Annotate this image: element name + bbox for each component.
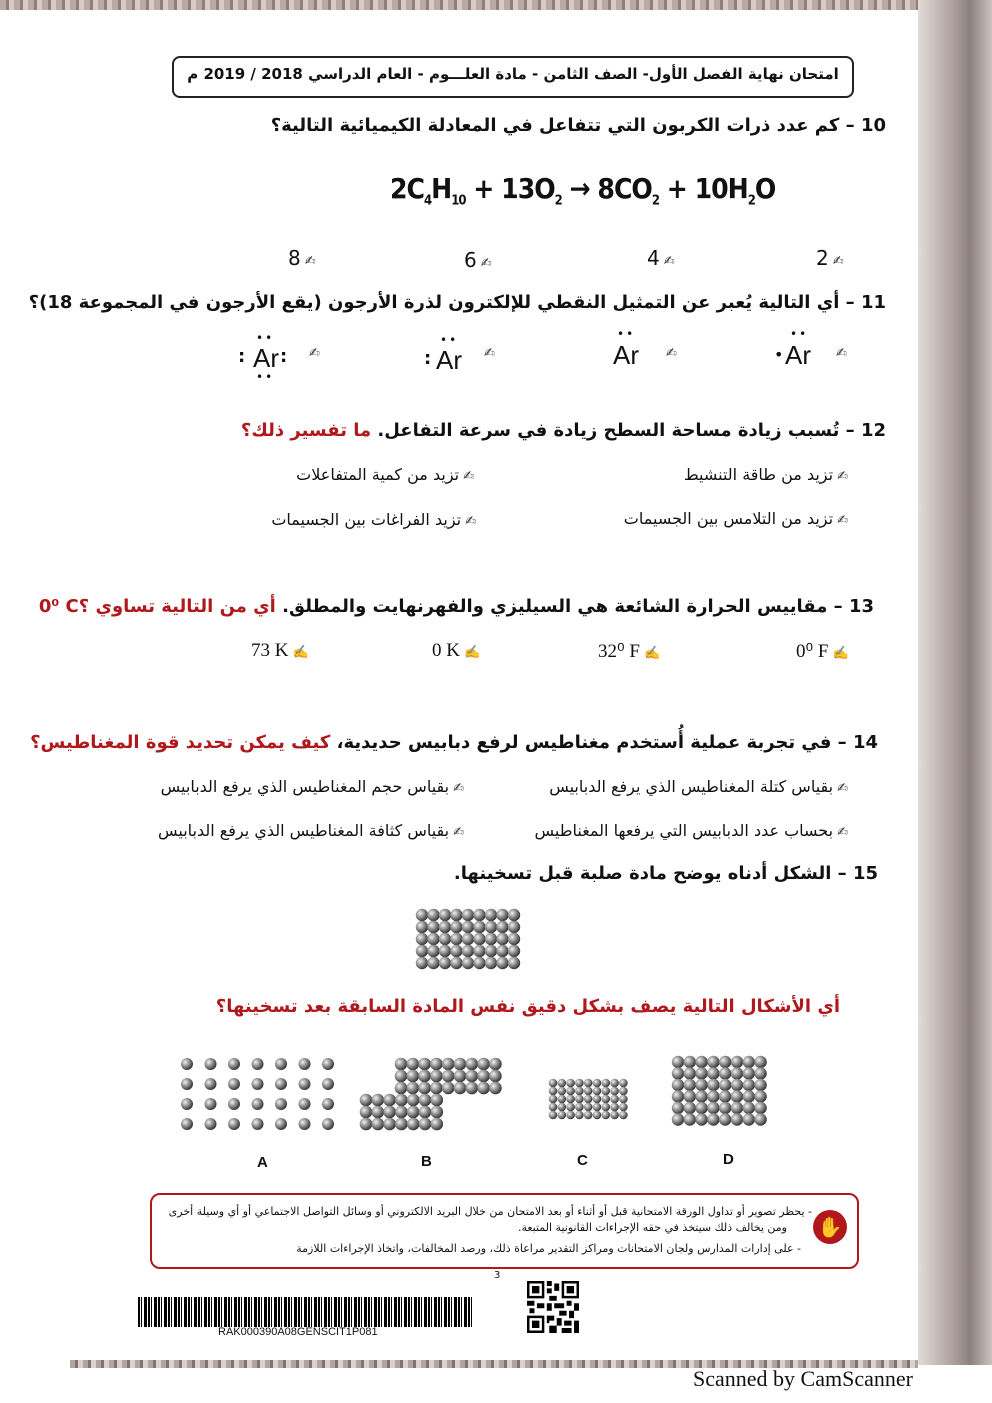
particle [496, 957, 508, 969]
particle [719, 1102, 731, 1114]
particle [427, 933, 439, 945]
particle [619, 1079, 628, 1088]
particle [575, 1087, 584, 1096]
pencil-icon: ✍ [304, 254, 316, 269]
particle [695, 1102, 707, 1114]
particle [549, 1111, 558, 1120]
particle [566, 1079, 575, 1088]
particle [619, 1111, 628, 1120]
particle [477, 1070, 490, 1083]
particle [558, 1087, 567, 1096]
particle [610, 1079, 619, 1088]
option-d-diagram[interactable] [672, 1056, 767, 1126]
particle [684, 1056, 696, 1068]
particle [743, 1113, 755, 1125]
pencil-icon: ✍ [832, 645, 849, 660]
particle [454, 1070, 467, 1083]
particle [205, 1098, 217, 1110]
particle [473, 933, 485, 945]
particle [181, 1078, 193, 1090]
particle [584, 1079, 593, 1088]
pencil-icon: ✍ [837, 513, 848, 528]
particle [754, 1056, 766, 1068]
particle [407, 1094, 420, 1107]
footer-warning-line-3: - على إدارات المدارس ولجان الامتحانات ومراكز التقدير مراعاة ذلك، ورصد المخالفات، واتخاذ الإجراءات اللازمة [296, 1242, 801, 1255]
particle [299, 1078, 311, 1090]
particle [731, 1090, 743, 1102]
particle [205, 1118, 217, 1130]
particle [743, 1079, 755, 1091]
particle [360, 1094, 373, 1107]
particle [719, 1113, 731, 1125]
particle [731, 1056, 743, 1068]
particle [566, 1111, 575, 1120]
particle [485, 957, 497, 969]
q12-option-4[interactable]: ✍تزيد الفراغات بين الجسيمات [271, 510, 476, 529]
particle [205, 1078, 217, 1090]
particle [549, 1095, 558, 1104]
particle [575, 1079, 584, 1088]
particle [383, 1118, 396, 1131]
footer-warning-line-1: - يحظر تصوير أو تداول الورقة الامتحانية قبل أو أثناء أو بعد الامتحان من خلال البريد الالكتروني أو وسائل التواصل الاجتماعي أو أي وسيلة أخرى [168, 1205, 812, 1218]
electron-dots: •• [617, 327, 636, 341]
particle [450, 957, 462, 969]
particle [431, 1106, 444, 1119]
particle [477, 1058, 490, 1071]
particle [584, 1087, 593, 1096]
q13-option-1[interactable]: 0⁰ F ✍ [796, 641, 849, 662]
particle [508, 945, 520, 957]
particle [619, 1095, 628, 1104]
particle [672, 1067, 684, 1079]
particle [407, 1070, 420, 1083]
particle [695, 1079, 707, 1091]
electron-dots: •• [790, 327, 809, 341]
particle [466, 1058, 479, 1071]
pencil-icon: ✍ [832, 254, 844, 269]
particle [181, 1058, 193, 1070]
particle [419, 1106, 432, 1119]
particle [439, 933, 451, 945]
particle [593, 1111, 602, 1120]
particle [418, 1070, 431, 1083]
particle [407, 1106, 420, 1119]
particle [719, 1090, 731, 1102]
particle [602, 1111, 611, 1120]
particle [466, 1070, 479, 1083]
q14-option-2[interactable]: ✍بقياس حجم المغناطيس الذي يرفع الدبابيس [160, 777, 464, 796]
barcode-text: RAK000390A08GENSCIT1P081 [218, 1326, 378, 1338]
electron-dots: : [238, 346, 246, 367]
particle [372, 1118, 385, 1131]
particle [462, 957, 474, 969]
particle [695, 1090, 707, 1102]
particle [695, 1067, 707, 1079]
particle [228, 1058, 240, 1070]
pencil-icon: ✍ [309, 346, 320, 361]
footer-warning-line-2: ومن يخالف ذلك سيتخذ في حقه الإجراءات القانونية المتبعة. [517, 1221, 787, 1234]
particle [466, 1082, 479, 1095]
particle [430, 1082, 443, 1095]
particle [731, 1079, 743, 1091]
particle [508, 909, 520, 921]
particle [593, 1079, 602, 1088]
particle [558, 1111, 567, 1120]
particle [707, 1079, 719, 1091]
particle [731, 1067, 743, 1079]
particle [558, 1079, 567, 1088]
option-d-label[interactable]: D [723, 1151, 734, 1168]
particle [508, 921, 520, 933]
particle [427, 909, 439, 921]
particle [322, 1098, 334, 1110]
particle [252, 1098, 264, 1110]
particle [719, 1079, 731, 1091]
pencil-icon: ✍ [463, 469, 474, 484]
pencil-icon: ✍ [666, 346, 677, 361]
particle [610, 1111, 619, 1120]
particle [407, 1118, 420, 1131]
particle [743, 1056, 755, 1068]
particle [431, 1094, 444, 1107]
q10-option-4[interactable]: ✍8 [288, 246, 316, 270]
particle [610, 1095, 619, 1104]
q10-option-2[interactable]: ✍4 [647, 246, 675, 270]
particle [407, 1082, 420, 1095]
question-15-prompt: أي الأشكال التالية يصف بشكل دقيق نفس المادة السابقة بعد تسخينها؟ [215, 996, 840, 1017]
pencil-icon: ✍ [837, 469, 848, 484]
particle [462, 909, 474, 921]
particle [322, 1118, 334, 1130]
pencil-icon: ✍ [643, 645, 661, 660]
particle [418, 1082, 431, 1095]
particle [508, 957, 520, 969]
particle [228, 1098, 240, 1110]
particle [731, 1102, 743, 1114]
particle [430, 1070, 443, 1083]
page-number: 3 [494, 1270, 501, 1281]
particle [485, 909, 497, 921]
particle [416, 933, 428, 945]
particle [439, 909, 451, 921]
particle [754, 1102, 766, 1114]
particle [496, 909, 508, 921]
option-b-label[interactable]: B [421, 1153, 432, 1170]
particle [754, 1067, 766, 1079]
question-10: 10 – كم عدد ذرات الكربون التي تتفاعل في المعادلة الكيميائية التالية؟ [270, 115, 886, 136]
particle [454, 1058, 467, 1071]
particle [427, 921, 439, 933]
question-12: 12 – تُسبب زيادة مساحة السطح زيادة في سرعة التفاعل. ما تفسير ذلك؟ [240, 420, 886, 441]
pencil-icon: ✍ [663, 254, 675, 269]
particle [593, 1087, 602, 1096]
particle [450, 921, 462, 933]
particle [395, 1094, 408, 1107]
argon-symbol: Ar [436, 345, 462, 375]
particle [416, 945, 428, 957]
particle [299, 1098, 311, 1110]
particle [743, 1090, 755, 1102]
particle [549, 1079, 558, 1088]
particle [672, 1102, 684, 1114]
particle [489, 1070, 502, 1083]
argon-symbol: Ar [253, 343, 279, 373]
electron-dots: : [424, 348, 432, 369]
qr-code-icon [527, 1281, 579, 1333]
q14-option-4[interactable]: ✍بقياس كثافة المغناطيس الذي يرفع الدبابيس [157, 821, 464, 840]
camscanner-watermark: Scanned by CamScanner [693, 1366, 913, 1391]
pencil-icon: ✍ [453, 825, 464, 840]
particle [439, 957, 451, 969]
particle [439, 921, 451, 933]
particle [584, 1111, 593, 1120]
particle [477, 1082, 490, 1095]
particle [205, 1058, 217, 1070]
option-c-diagram[interactable] [549, 1079, 628, 1120]
particle [684, 1079, 696, 1091]
q13-option-4[interactable]: 73 K ✍ [251, 640, 309, 661]
pencil-icon: ✍ [292, 644, 309, 659]
electron-dots: •• [256, 331, 275, 345]
particle [619, 1103, 628, 1112]
particle [473, 909, 485, 921]
particle [549, 1087, 558, 1096]
particle [372, 1106, 385, 1119]
particle [489, 1082, 502, 1095]
particle [743, 1102, 755, 1114]
particle [743, 1067, 755, 1079]
option-a-label[interactable]: A [257, 1154, 268, 1171]
q12-option-3[interactable]: ✍تزيد من التلامس بين الجسيمات [623, 509, 848, 528]
electron-dots: •• [256, 370, 275, 384]
particle [719, 1056, 731, 1068]
particle [610, 1087, 619, 1096]
particle [602, 1103, 611, 1112]
barcode [138, 1297, 474, 1327]
particle [395, 1058, 408, 1071]
particle [450, 933, 462, 945]
particle [684, 1102, 696, 1114]
q13-option-2[interactable]: 32⁰ F ✍ [598, 641, 661, 662]
particle [496, 945, 508, 957]
particle [442, 1082, 455, 1095]
particle [395, 1118, 408, 1131]
particle [566, 1087, 575, 1096]
particle [558, 1103, 567, 1112]
particle [275, 1058, 287, 1070]
particle [299, 1118, 311, 1130]
particle [566, 1095, 575, 1104]
particle [454, 1082, 467, 1095]
pencil-icon: ✍ [453, 781, 464, 796]
particle [322, 1078, 334, 1090]
option-c-label[interactable]: C [577, 1152, 588, 1169]
particle [430, 1058, 443, 1071]
pencil-icon: ✍ [836, 346, 847, 361]
particle [707, 1090, 719, 1102]
particle [754, 1090, 766, 1102]
particle [275, 1118, 287, 1130]
q13-option-3[interactable]: 0 K ✍ [432, 640, 481, 661]
particle [754, 1079, 766, 1091]
particle [602, 1095, 611, 1104]
particle [754, 1113, 766, 1125]
particle [228, 1118, 240, 1130]
particle [695, 1056, 707, 1068]
q10-option-1[interactable]: ✍2 [816, 246, 844, 270]
pencil-icon: ✍ [465, 514, 476, 529]
particle [473, 957, 485, 969]
q14-option-3[interactable]: ✍بحساب عدد الدبابيس التي يرفعها المغناطيس [534, 821, 848, 840]
question-11: 11 – أي التالية يُعبر عن التمثيل النقطي للإلكترون لذرة الأرجون (يقع الأرجون في المجموعة 18)؟ [28, 292, 886, 313]
q10-option-3[interactable]: ✍6 [464, 248, 492, 272]
particle [602, 1079, 611, 1088]
particle [684, 1090, 696, 1102]
particle [485, 921, 497, 933]
particle [593, 1103, 602, 1112]
particle [575, 1103, 584, 1112]
particle [462, 933, 474, 945]
particle [602, 1087, 611, 1096]
particle [558, 1095, 567, 1104]
particle [395, 1082, 408, 1095]
footer-warning-box [150, 1193, 859, 1269]
particle [442, 1070, 455, 1083]
particle [252, 1118, 264, 1130]
particle [322, 1058, 334, 1070]
particle [575, 1111, 584, 1120]
particle [395, 1070, 408, 1083]
particle [707, 1102, 719, 1114]
particle [462, 945, 474, 957]
question-14: 14 – في تجربة عملية أُستخدم مغناطيس لرفع دبابيس حديدية، كيف يمكن تحديد قوة المغناطيس؟ [30, 732, 878, 753]
argon-symbol: Ar [785, 340, 811, 370]
particle [462, 921, 474, 933]
particle [252, 1078, 264, 1090]
q12-option-1[interactable]: ✍تزيد من طاقة التنشيط [683, 465, 848, 484]
particle [684, 1067, 696, 1079]
particle [360, 1118, 373, 1131]
particle [416, 921, 428, 933]
particle [496, 921, 508, 933]
particle [416, 909, 428, 921]
particle [473, 921, 485, 933]
particle [672, 1113, 684, 1125]
particle [473, 945, 485, 957]
question-13: 13 – مقاييس الحرارة الشائعة هي السيليزي والفهرنهايت والمطلق. أي من التالية تساوي 0⁰ C؟ [38, 596, 874, 617]
particle [619, 1087, 628, 1096]
particle [450, 945, 462, 957]
particle [549, 1103, 558, 1112]
exam-header-title: امتحان نهاية الفصل الأول- الصف الثامن - مادة العلـــوم - العام الدراسي 2018 / 2019 م [187, 65, 839, 83]
particle [610, 1103, 619, 1112]
particle [442, 1058, 455, 1071]
particle [707, 1067, 719, 1079]
question-15: 15 – الشكل أدناه يوضح مادة صلبة قبل تسخينها. [453, 863, 878, 884]
pencil-icon: ✍ [837, 825, 848, 840]
particle [672, 1079, 684, 1091]
particle [707, 1056, 719, 1068]
stop-hand-icon: ✋ [813, 1210, 847, 1244]
particle [416, 957, 428, 969]
particle [419, 1094, 432, 1107]
particle [427, 945, 439, 957]
particle [575, 1095, 584, 1104]
particle [719, 1067, 731, 1079]
particle [489, 1058, 502, 1071]
particle [252, 1058, 264, 1070]
particle [275, 1078, 287, 1090]
electron-dots: •• [440, 333, 459, 347]
particle [360, 1106, 373, 1119]
option-b-diagram[interactable] [360, 1058, 502, 1131]
particle [731, 1113, 743, 1125]
particle [419, 1118, 432, 1131]
particle [299, 1058, 311, 1070]
particle [584, 1095, 593, 1104]
option-a-diagram[interactable] [181, 1058, 334, 1130]
particle [584, 1103, 593, 1112]
electron-dots: • [774, 345, 784, 364]
particle [593, 1095, 602, 1104]
argon-symbol: Ar [613, 340, 639, 370]
particle [672, 1090, 684, 1102]
particle [566, 1103, 575, 1112]
particle [485, 933, 497, 945]
particle [695, 1113, 707, 1125]
q12-option-2[interactable]: ✍تزيد من كمية المتفاعلات [296, 465, 474, 484]
particle [427, 957, 439, 969]
particle [407, 1058, 420, 1071]
particle [508, 933, 520, 945]
particle [707, 1113, 719, 1125]
particle [275, 1098, 287, 1110]
particle [383, 1106, 396, 1119]
particle [395, 1106, 408, 1119]
q14-option-1[interactable]: ✍بقياس كتلة المغناطيس الذي يرفع الدبابيس [549, 777, 848, 796]
particle [672, 1056, 684, 1068]
pencil-icon: ✍ [480, 256, 492, 271]
particle [431, 1118, 444, 1131]
particle [485, 945, 497, 957]
chemical-equation: $2C_4H_{10} + 13O_2 \to 8CO_2 + 10H_2O$ [390, 172, 776, 209]
particle [383, 1094, 396, 1107]
electron-dots: : [280, 346, 288, 367]
particle [684, 1113, 696, 1125]
particle [181, 1098, 193, 1110]
particle [181, 1118, 193, 1130]
pencil-icon: ✍ [837, 781, 848, 796]
particle [372, 1094, 385, 1107]
particle [450, 909, 462, 921]
particle [496, 933, 508, 945]
particle [418, 1058, 431, 1071]
particle [228, 1078, 240, 1090]
pencil-icon: ✍ [463, 644, 481, 659]
pencil-icon: ✍ [484, 346, 495, 361]
particle [439, 945, 451, 957]
solid-before-heating-diagram [416, 909, 520, 969]
